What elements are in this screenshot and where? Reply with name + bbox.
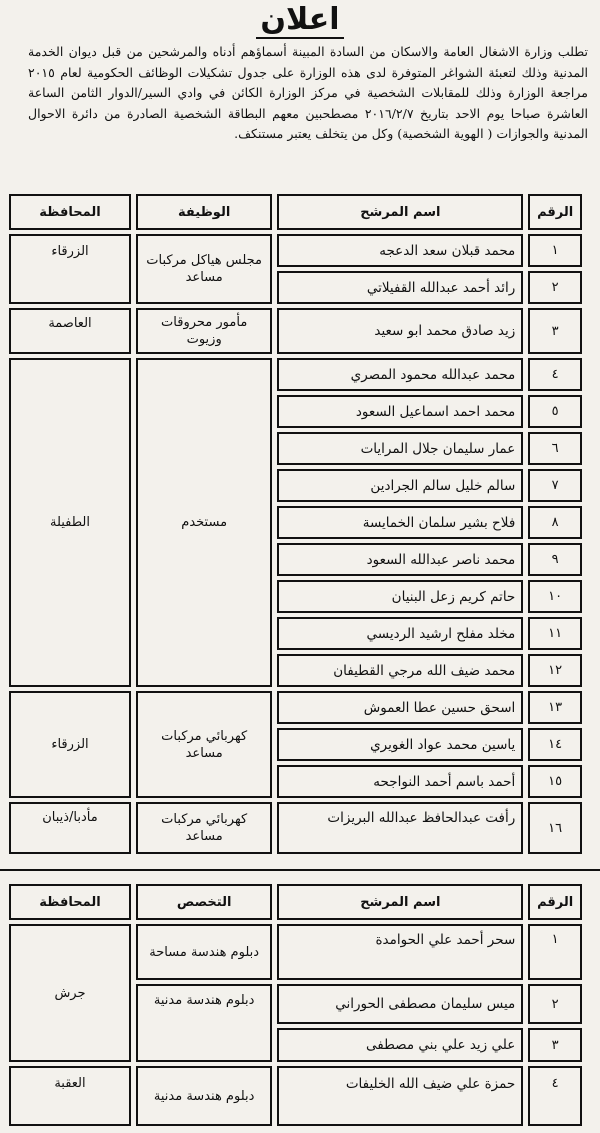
candidate-name: أحمد باسم أحمد النواجحه — [277, 765, 523, 798]
table-row — [9, 234, 582, 267]
job-cell: مستخدم — [136, 358, 272, 687]
section-divider — [0, 869, 600, 871]
row-num: ١٢ — [528, 654, 582, 687]
header-spec: التخصص — [136, 884, 272, 920]
candidate-name: علي زيد علي بني مصطفى — [277, 1028, 523, 1062]
candidate-name: فلاح بشير سلمان الخمايسة — [277, 506, 523, 539]
candidate-name: حاتم كريم زعل البنيان — [277, 580, 523, 613]
row-num: ١٤ — [528, 728, 582, 761]
row-num: ١١ — [528, 617, 582, 650]
candidate-name: رائد أحمد عبدالله القفيلاتي — [277, 271, 523, 304]
candidate-name: محمد احمد اسماعيل السعود — [277, 395, 523, 428]
job-cell: كهربائي مركبات مساعد — [136, 802, 272, 854]
row-num: ٩ — [528, 543, 582, 576]
row-num: ٢ — [528, 984, 582, 1024]
table-row — [9, 1066, 582, 1126]
candidate-name: ياسين محمد عواد الغويري — [277, 728, 523, 761]
candidate-name: مخلد مفلح ارشيد الرديسي — [277, 617, 523, 650]
row-num: ٤ — [528, 1066, 582, 1126]
row-num: ٤ — [528, 358, 582, 391]
row-num: ١ — [528, 924, 582, 980]
gov-cell: مأدبا/ذيبان — [9, 802, 131, 854]
row-num: ١٦ — [528, 802, 582, 854]
row-num: ٣ — [528, 1028, 582, 1062]
gov-cell: العقبة — [9, 1066, 131, 1126]
candidate-name: رأفت عبدالحافظ عبدالله البريزات — [277, 802, 523, 854]
job-cell: كهربائي مركبات مساعد — [136, 691, 272, 798]
candidate-name: سحر أحمد علي الحوامدة — [277, 924, 523, 980]
row-num: ٢ — [528, 271, 582, 304]
row-num: ٧ — [528, 469, 582, 502]
table-row — [9, 924, 582, 980]
row-num: ٣ — [528, 308, 582, 354]
table-row — [9, 691, 582, 724]
spec-cell: دبلوم هندسة مدنية — [136, 1066, 272, 1126]
row-num: ٥ — [528, 395, 582, 428]
header-gov: المحافظة — [9, 884, 131, 920]
table-row — [9, 358, 582, 391]
gov-cell: الطفيلة — [9, 358, 131, 687]
candidate-name: عمار سليمان جلال المرايات — [277, 432, 523, 465]
gov-cell: الزرقاء — [9, 234, 131, 304]
candidate-name: ميس سليمان مصطفى الحوراني — [277, 984, 523, 1024]
candidates-table-1 — [4, 190, 587, 858]
row-num: ١ — [528, 234, 582, 267]
gov-cell: العاصمة — [9, 308, 131, 354]
candidate-name: حمزة علي ضيف الله الخليفات — [277, 1066, 523, 1126]
spec-cell: دبلوم هندسة مساحة — [136, 924, 272, 980]
header-name: اسم المرشح — [277, 884, 523, 920]
announcement-intro: تطلب وزارة الاشغال العامة والاسكان من السادة المبينة أسماؤهم أدناه والمرشحين من قبل ديوان الخدمة المدنية وذلك لتعبئة الشواغر المتوفرة لدى هذه الوزارة على جدول تشكيلات الوظائف الحكومية لعام ٢٠١٥ مراجعة الوزارة وذلك للمقابلات الشخصية في مركز الوزارة الكائن في وادي السير/الدوار الثامن الساعة العاشرة صباحا يوم الاحد بتاريخ ٢٠١٦/٢/٧ مصطحبين معهم البطاقة الشخصية الصادرة من دائرة الاحوال المدنية والجوازات ( الهوية الشخصية) وكل من يتخلف يعتبر مستنكف. — [28, 44, 588, 141]
candidate-name: اسحق حسين عطا العموش — [277, 691, 523, 724]
row-num: ١٠ — [528, 580, 582, 613]
candidates-table-2 — [4, 880, 587, 1130]
header-job: الوظيفة — [136, 194, 272, 230]
row-num: ١٣ — [528, 691, 582, 724]
announcement-title: اعلان — [0, 2, 600, 38]
spec-cell: دبلوم هندسة مدنية — [136, 984, 272, 1062]
gov-cell: جرش — [9, 924, 131, 1062]
row-num: ١٥ — [528, 765, 582, 798]
header-num: الرقم — [528, 884, 582, 920]
header-num: الرقم — [528, 194, 582, 230]
candidate-name: زيد صادق محمد ابو سعيد — [277, 308, 523, 354]
table-row — [9, 802, 582, 854]
header-name: اسم المرشح — [277, 194, 523, 230]
job-cell: مجلس هياكل مركبات مساعد — [136, 234, 272, 304]
row-num: ٦ — [528, 432, 582, 465]
job-cell: مأمور محروقات وزيوت — [136, 308, 272, 354]
row-num: ٨ — [528, 506, 582, 539]
candidate-name: سالم خليل سالم الجرادين — [277, 469, 523, 502]
candidate-name: محمد قبلان سعد الدعجه — [277, 234, 523, 267]
table-row — [9, 308, 582, 354]
gov-cell: الزرقاء — [9, 691, 131, 798]
candidate-name: محمد ضيف الله مرجي القطيفان — [277, 654, 523, 687]
candidate-name: محمد عبدالله محمود المصري — [277, 358, 523, 391]
candidate-name: محمد ناصر عبدالله السعود — [277, 543, 523, 576]
header-gov: المحافظة — [9, 194, 131, 230]
